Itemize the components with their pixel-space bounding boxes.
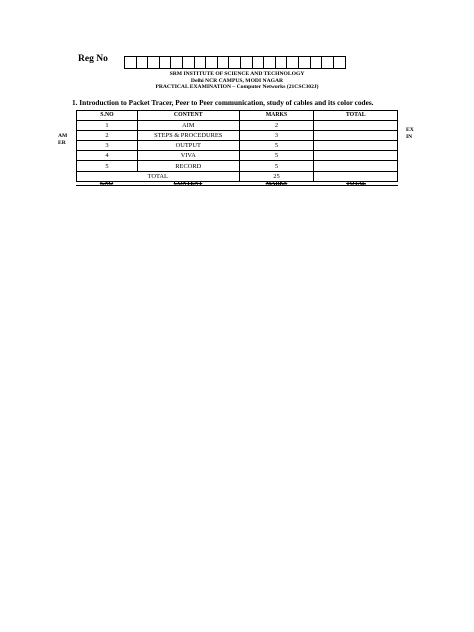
cell-content: VIVA: [137, 151, 239, 161]
repeated-header-row: [76, 181, 398, 188]
reg-no-digit-box[interactable]: [137, 57, 149, 68]
reg-no-digit-box[interactable]: [253, 57, 265, 68]
total-label: TOTAL: [77, 171, 240, 181]
total-marks: 25: [239, 171, 314, 181]
cell-sno: 3: [77, 141, 138, 151]
header-marks: MARKS: [239, 111, 314, 121]
cell-total[interactable]: [314, 141, 398, 151]
reg-no-digit-box[interactable]: [322, 57, 334, 68]
repeated-header-total: TOTAL: [346, 181, 366, 187]
cell-content: OUTPUT: [137, 141, 239, 151]
cell-marks: 5: [239, 151, 314, 161]
reg-no-digit-box[interactable]: [311, 57, 323, 68]
institute-name: SRM INSTITUTE OF SCIENCE AND TECHNOLOGY: [169, 71, 305, 77]
table-row: [77, 161, 398, 171]
table-row: [77, 121, 398, 131]
cell-marks: 2: [239, 121, 314, 131]
total-score-cell[interactable]: [314, 171, 398, 181]
cell-total[interactable]: [314, 161, 398, 171]
cell-sno: 2: [77, 131, 138, 141]
cell-sno: 5: [77, 161, 138, 171]
cell-total[interactable]: [314, 121, 398, 131]
reg-no-digit-box[interactable]: [264, 57, 276, 68]
repeated-header-marks: MARKS: [265, 181, 288, 187]
cell-content: AIM: [137, 121, 239, 131]
table-header-row: [77, 111, 398, 121]
reg-no-digit-box[interactable]: [125, 57, 137, 68]
header-sno: S.NO: [77, 111, 138, 121]
reg-no-digit-box[interactable]: [299, 57, 311, 68]
reg-no-digit-box[interactable]: [287, 57, 299, 68]
cell-sno: 4: [77, 151, 138, 161]
reg-no-digit-box[interactable]: [160, 57, 172, 68]
repeated-header-content: CONTENT: [173, 181, 203, 187]
question-text: 1. Introduction to Packet Tracer, Peer to Peer communication, study of cables and its color codes.: [72, 98, 374, 107]
campus-name: Delhi NCR CAMPUS, MODI NAGAR: [190, 77, 284, 84]
side-left-line-2: ER: [58, 140, 66, 146]
cell-sno: 1: [77, 121, 138, 131]
marks-table: [76, 110, 398, 182]
table-row: [77, 151, 398, 161]
reg-no-digit-box[interactable]: [276, 57, 288, 68]
repeated-header-sno: S.NO: [99, 181, 114, 187]
reg-no-digit-box[interactable]: [241, 57, 253, 68]
cell-total[interactable]: [314, 151, 398, 161]
table-total-row: [77, 171, 398, 181]
side-right-line-1: EX: [406, 127, 414, 133]
reg-no-digit-box[interactable]: [229, 57, 241, 68]
cell-marks: 5: [239, 161, 314, 171]
cell-marks: 3: [239, 131, 314, 141]
reg-no-boxes[interactable]: [124, 56, 346, 69]
cell-content: RECORD: [137, 161, 239, 171]
table-row: [77, 141, 398, 151]
reg-no-digit-box[interactable]: [148, 57, 160, 68]
reg-no-digit-box[interactable]: [206, 57, 218, 68]
cell-marks: 5: [239, 141, 314, 151]
side-right-line-2: IN: [406, 134, 413, 140]
reg-no-label: Reg No: [78, 54, 108, 64]
header-content: CONTENT: [137, 111, 239, 121]
reg-no-digit-box[interactable]: [218, 57, 230, 68]
header-total: TOTAL: [314, 111, 398, 121]
side-left-line-1: AM: [58, 133, 68, 139]
reg-no-digit-box[interactable]: [171, 57, 183, 68]
cell-total[interactable]: [314, 131, 398, 141]
reg-no-digit-box[interactable]: [334, 57, 346, 68]
exam-title: PRACTICAL EXAMINATION – Computer Networks (21CSC302J): [155, 84, 319, 90]
reg-no-digit-box[interactable]: [183, 57, 195, 68]
side-label-right: [406, 127, 414, 141]
cell-content: STEPS & PROCEDURES: [137, 131, 239, 141]
reg-no-digit-box[interactable]: [195, 57, 207, 68]
side-label-left: [58, 133, 67, 147]
table-row: [77, 131, 398, 141]
